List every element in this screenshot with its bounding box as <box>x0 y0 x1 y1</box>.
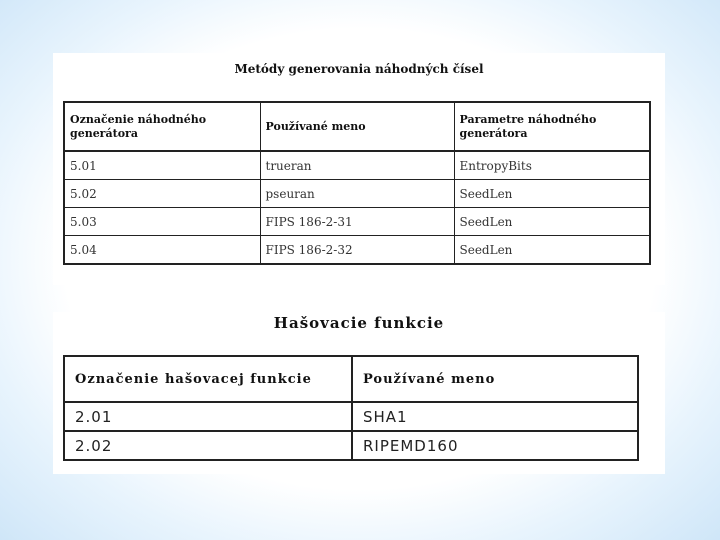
cell-designation: 5.03 <box>64 208 260 236</box>
cell-parameters: EntropyBits <box>454 151 650 180</box>
random-generators-panel <box>53 53 665 285</box>
cell-designation: 5.02 <box>64 180 260 208</box>
table-header-row <box>64 102 650 151</box>
table-row <box>64 180 650 208</box>
cell-parameters: SeedLen <box>454 180 650 208</box>
cell-hash-name: RIPEMD160 <box>352 431 638 460</box>
cell-designation: 5.01 <box>64 151 260 180</box>
table-row <box>64 208 650 236</box>
column-header-parameters: Parametre náhodného generátora <box>454 102 650 151</box>
table-row <box>64 402 638 431</box>
cell-hash-name: SHA1 <box>352 402 638 431</box>
column-header-designation: Označenie náhodného generátora <box>64 102 260 151</box>
random-generators-table <box>63 101 651 265</box>
cell-name: pseuran <box>260 180 454 208</box>
table-row <box>64 151 650 180</box>
cell-name: FIPS 186-2-31 <box>260 208 454 236</box>
cell-hash-designation: 2.02 <box>64 431 352 460</box>
table-header-row <box>64 356 638 402</box>
cell-hash-designation: 2.01 <box>64 402 352 431</box>
cell-name: trueran <box>260 151 454 180</box>
cell-parameters: SeedLen <box>454 236 650 265</box>
table-row <box>64 236 650 265</box>
hash-functions-panel <box>53 312 665 474</box>
column-header-hash-designation: Označenie hašovacej funkcie <box>64 356 352 402</box>
hash-functions-title: Hašovacie funkcie <box>273 314 445 332</box>
column-header-hash-name: Používané meno <box>352 356 638 402</box>
random-generators-title: Metódy generovania náhodných čísel <box>234 62 484 76</box>
cell-parameters: SeedLen <box>454 208 650 236</box>
cell-name: FIPS 186-2-32 <box>260 236 454 265</box>
table-row <box>64 431 638 460</box>
column-header-name: Používané meno <box>260 102 454 151</box>
cell-designation: 5.04 <box>64 236 260 265</box>
hash-functions-table <box>63 355 639 461</box>
